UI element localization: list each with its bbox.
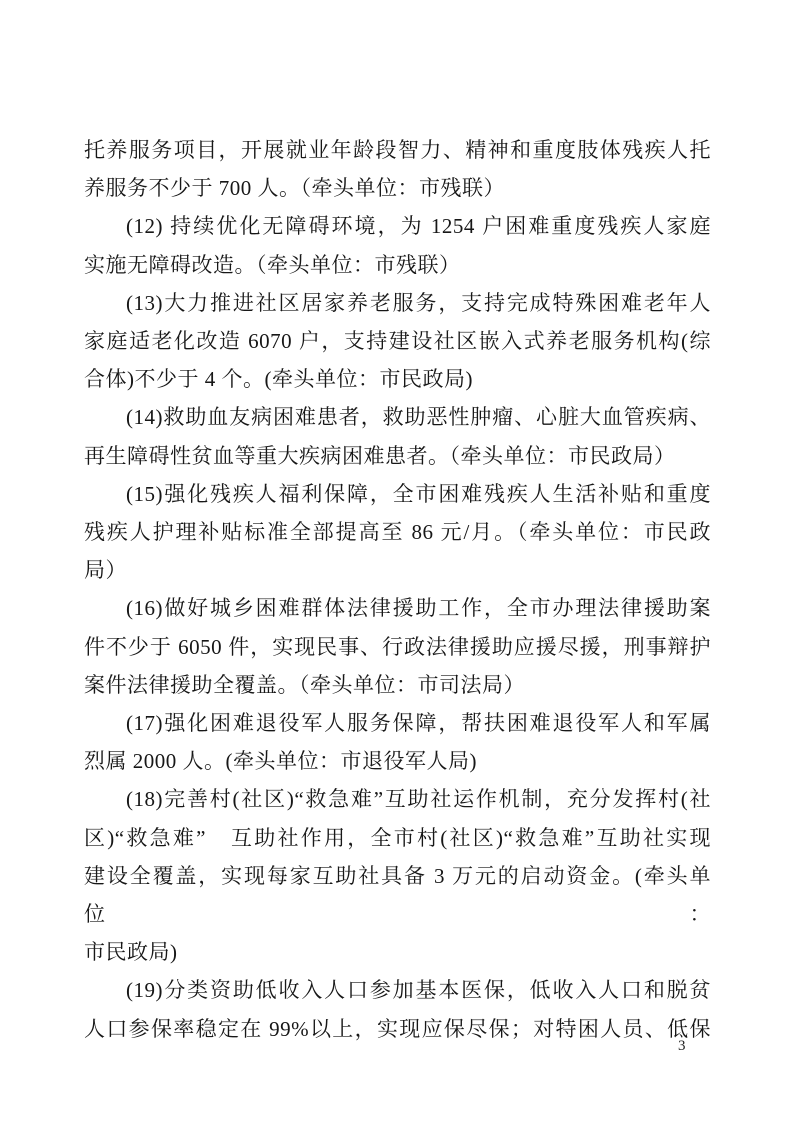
- text-line: (16)做好城乡困难群体法律援助工作，全市办理法律援助案: [126, 596, 711, 621]
- text-line: (15)强化残疾人福利保障，全市困难残疾人生活补贴和重度: [126, 481, 711, 506]
- text-line: 烈属 2000 人。(牵头单位：市退役军人局): [84, 749, 477, 774]
- text-line: 局）: [84, 558, 127, 583]
- text-line: (19)分类资助低收入人口参加基本医保，低收入人口和脱贫: [126, 978, 711, 1003]
- text-line: 合体)不少于 4 个。(牵头单位：市民政局): [84, 367, 473, 392]
- text-line: 托养服务项目，开展就业年龄段智力、精神和重度肢体残疾人托: [84, 138, 711, 162]
- document-body: [84, 131, 711, 1048]
- text-line: 家庭适老化改造 6070 户，支持建设社区嵌入式养老服务机构(综: [84, 329, 711, 354]
- text-line: 建设全覆盖，实现每家互助社具备 3 万元的启动资金。(牵头单位：: [84, 863, 711, 927]
- text-line: 件不少于 6050 件，实现民事、行政法律援助应援尽援，刑事辩护: [84, 634, 711, 659]
- text-line: (12) 持续优化无障碍环境，为 1254 户困难重度残疾人家庭: [126, 214, 711, 239]
- text-line: (18)完善村(社区)“救急难”互助社运作机制，充分发挥村(社: [126, 787, 711, 812]
- text-line: 实施无障碍改造。（牵头单位：市残联）: [84, 252, 461, 277]
- text-line: 案件法律援助全覆盖。（牵头单位：市司法局）: [84, 672, 525, 697]
- text-line: (17)强化困难退役军人服务保障，帮扶困难退役军人和军属: [126, 711, 711, 736]
- text-line: 人口参保率稳定在 99%以上，实现应保尽保；对特困人员、低保: [84, 1016, 711, 1041]
- text-line: 区)“救急难” 互助社作用，全市村(社区)“救急难”互助社实现: [84, 825, 711, 850]
- text-line: 市民政局): [84, 940, 178, 965]
- text-line: 残疾人护理补贴标准全部提高至 86 元/月。（牵头单位：市民政: [84, 520, 711, 545]
- text-line: 再生障碍性贫血等重大疾病困难患者。（牵头单位：市民政局）: [84, 443, 676, 468]
- text-line: (14)救助血友病困难患者，救助恶性肿瘤、心脏大血管疾病、: [126, 405, 711, 430]
- text-line: (13)大力推进社区居家养老服务，支持完成特殊困难老年人: [126, 290, 711, 315]
- page-number: 3: [678, 1038, 686, 1054]
- text-line: 养服务不少于 700 人。（牵头单位：市残联）: [84, 176, 505, 201]
